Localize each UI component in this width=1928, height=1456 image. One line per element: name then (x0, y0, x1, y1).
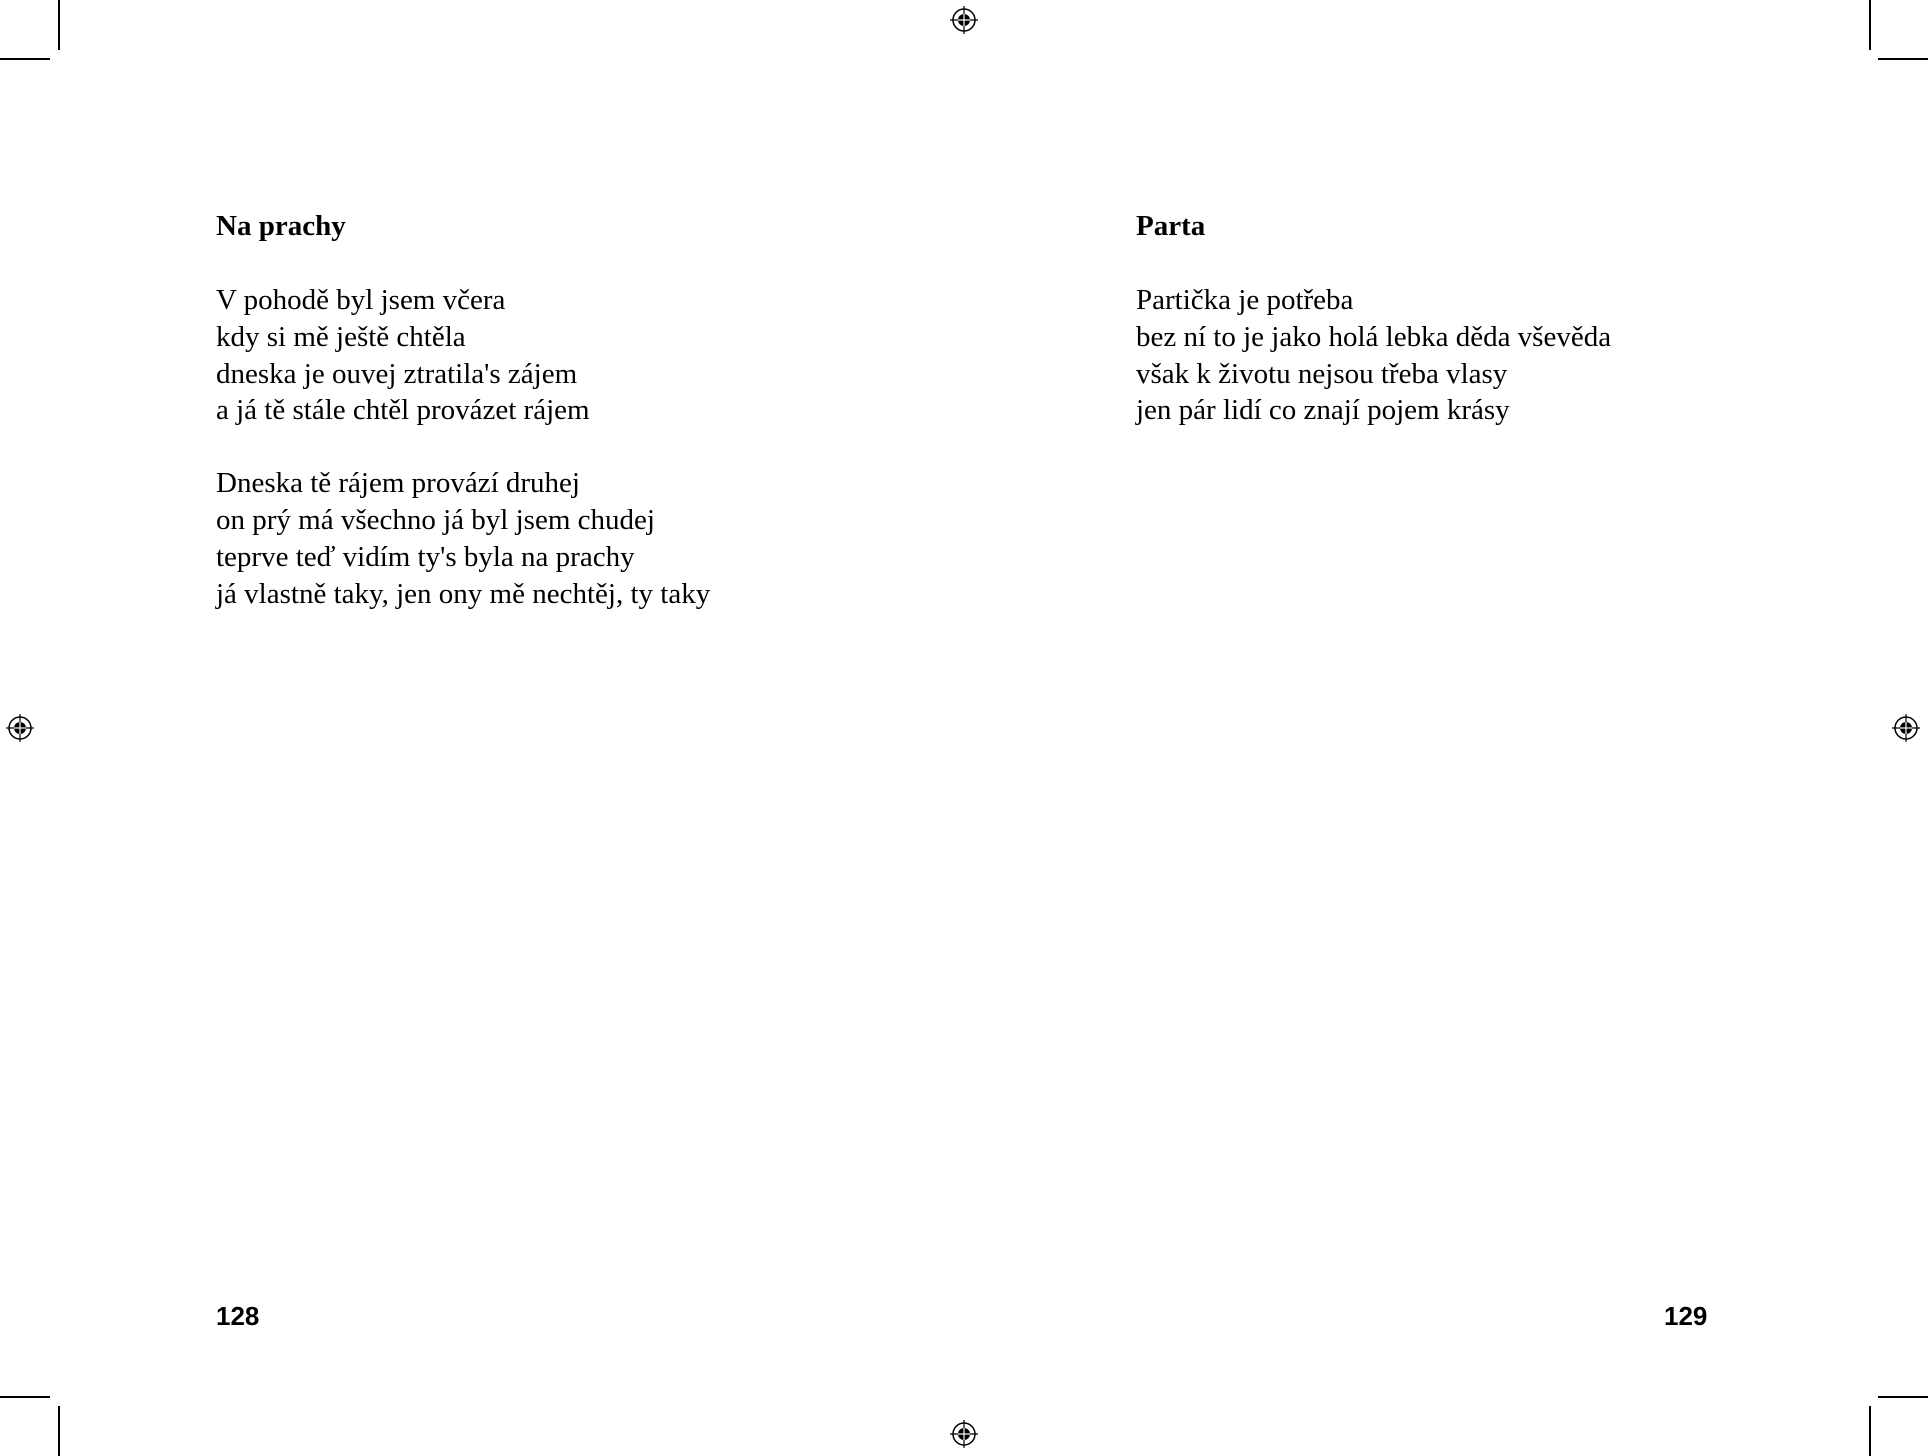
crop-mark-icon (58, 1406, 60, 1456)
left-page (216, 208, 916, 612)
verse-line: teprve teď vidím ty's byla na prachy (216, 540, 635, 573)
registration-target-icon (950, 6, 978, 34)
verse-line: on prý má všechno já byl jsem chudej (216, 503, 655, 536)
registration-target-icon (950, 1420, 978, 1448)
verse-line: Dneska tě rájem provází druhej (216, 467, 580, 500)
verse-line: kdy si mě ještě chtěla (216, 320, 466, 353)
right-page (1136, 208, 1836, 429)
crop-mark-icon (1869, 1406, 1871, 1456)
verse-line: já vlastně taky, jen ony mě nechtěj, ty taky (216, 577, 711, 610)
crop-mark-icon (58, 0, 60, 50)
verse-line: však k životu nejsou třeba vlasy (1136, 357, 1508, 390)
poem-title: Na prachy (216, 210, 346, 242)
stanza (216, 465, 916, 612)
verse-line: dneska je ouvej ztratila's zájem (216, 357, 578, 390)
crop-mark-icon (1878, 1396, 1928, 1398)
crop-mark-icon (1869, 0, 1871, 50)
verse-line: a já tě stále chtěl provázet rájem (216, 394, 590, 427)
stanza (216, 282, 916, 429)
poem-title: Parta (1136, 210, 1206, 242)
registration-target-icon (6, 714, 34, 742)
registration-target-icon (1892, 714, 1920, 742)
verse-line: V pohodě byl jsem včera (216, 284, 506, 316)
verse-line: jen pár lidí co znají pojem krásy (1136, 394, 1510, 427)
crop-mark-icon (0, 1396, 50, 1398)
page-number-left: 128 (216, 1301, 260, 1331)
verse-line: bez ní to je jako holá lebka děda vševěda (1136, 320, 1612, 353)
crop-mark-icon (1878, 58, 1928, 60)
stanza (1136, 282, 1836, 429)
crop-mark-icon (0, 58, 50, 60)
verse-line: Partička je potřeba (1136, 284, 1354, 316)
page-number-right: 129 (1664, 1301, 1708, 1331)
